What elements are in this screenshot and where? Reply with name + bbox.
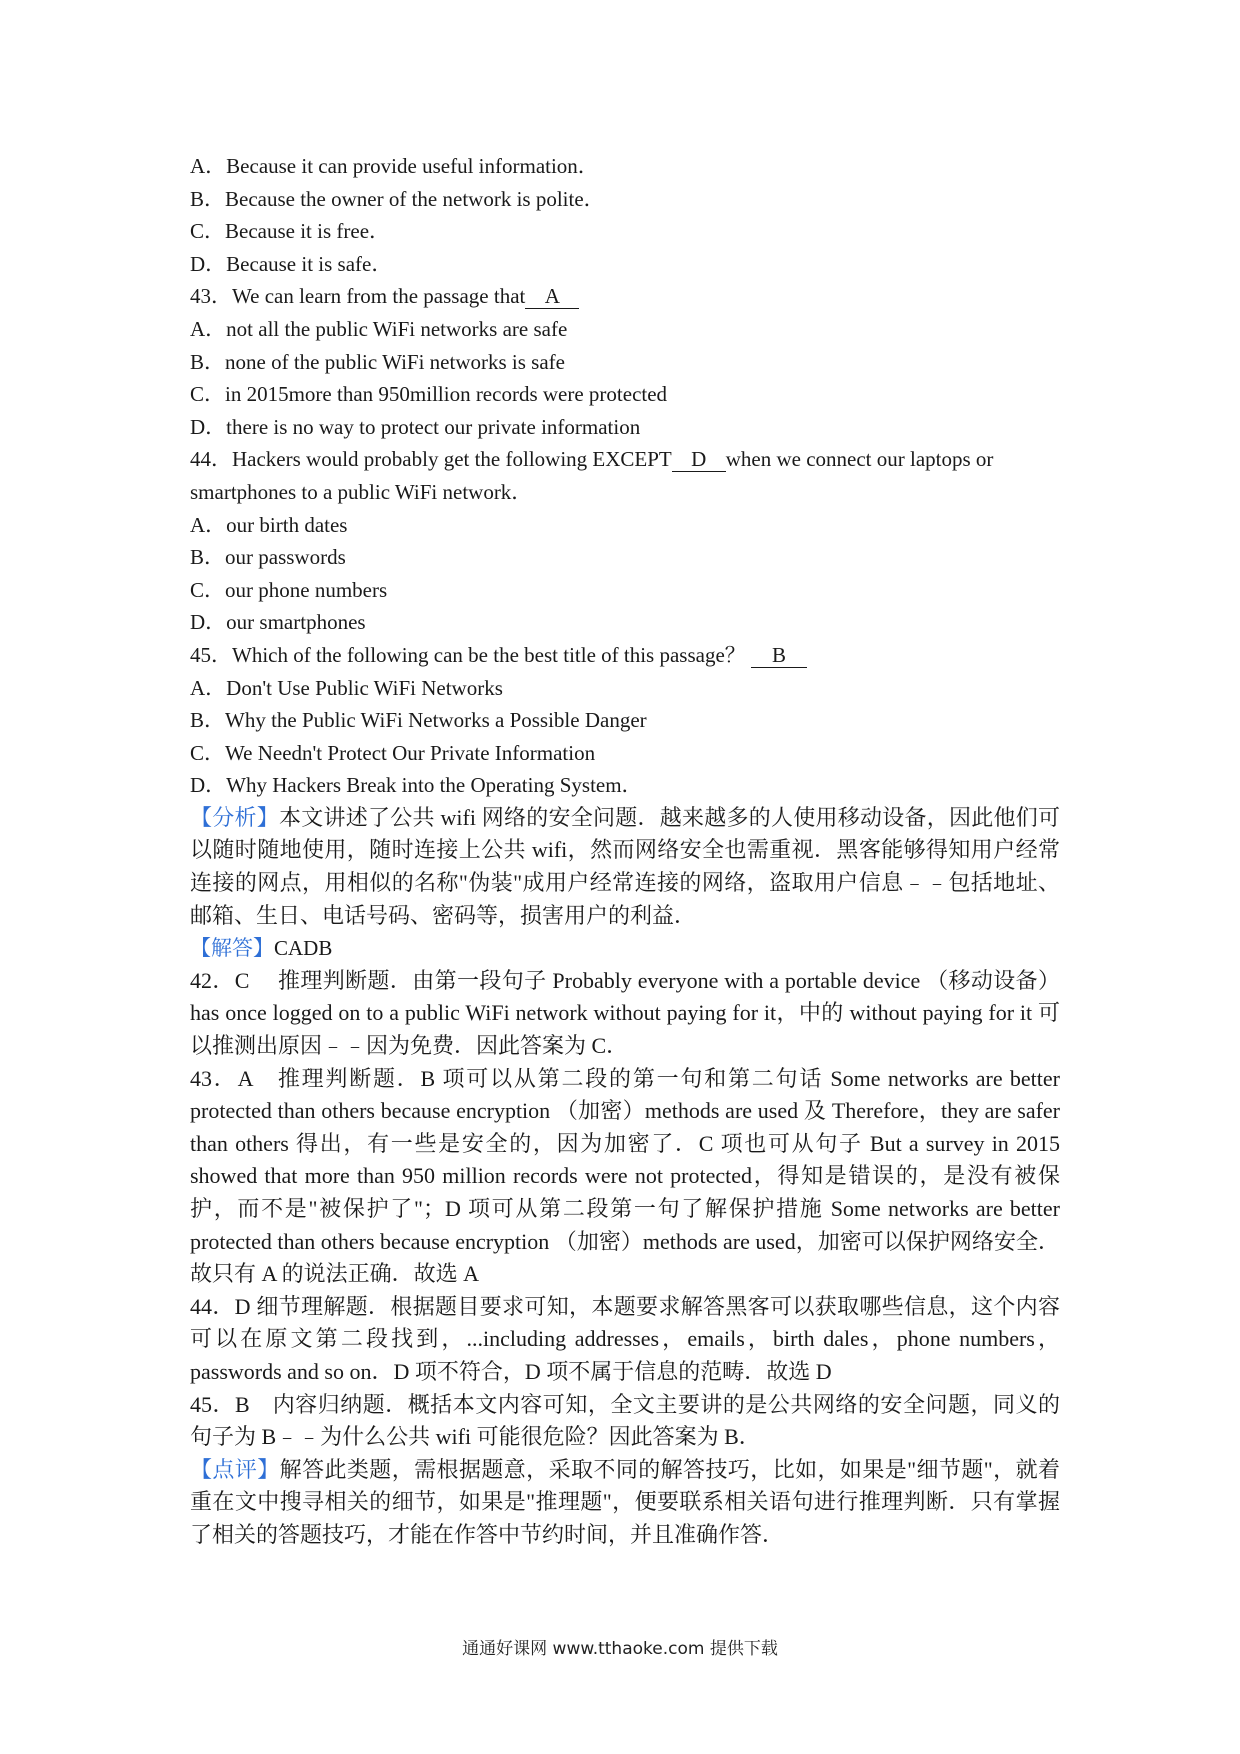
q42-option-a: A．Because it can provide useful information． [190, 154, 599, 178]
comment-tag: 【点评】 [190, 1456, 280, 1482]
q45-option-d: D．Why Hackers Break into the Operating System． [190, 773, 643, 798]
q44-option-b: B．our passwords [190, 545, 346, 570]
answer-text: CADB [274, 936, 333, 961]
q43-stem: 43．We can learn from the passage that [190, 284, 526, 309]
q43-answer-blank: A [525, 284, 579, 309]
q44-stem: 44．Hackers would probably get the following EXCEPT [190, 447, 672, 472]
q44-option-d: D．our smartphones [190, 610, 366, 635]
answer-section [190, 932, 1060, 965]
comment-section [190, 1454, 1060, 1552]
q44-stem-line2: smartphones to a public WiFi network． [190, 479, 533, 504]
explanation-42: 42．C 推理判断题．由第一段句子 Probably everyone with a portable device （移动设备）has once logged on to a public WiFi network without paying for it，中的 without paying for it 可以推测出原因﹣﹣因为免费．因此答案为 C． [190, 967, 1060, 1059]
explanation-45: 45．B 内容归纳题．概括本文内容可知，全文主要讲的是公共网络的安全问题，同义的句子为 B﹣﹣为什么公共 wifi 可能很危险？因此答案为 B． [190, 1391, 1060, 1450]
q44-option-a: A．our birth dates [190, 512, 348, 537]
q43-option-d: D．there is no way to protect our private information [190, 414, 641, 439]
document-page [190, 150, 1060, 1552]
q44-answer-blank: D [672, 447, 726, 472]
question-45 [190, 639, 1060, 802]
question-43 [190, 280, 1060, 443]
question-44 [190, 443, 1060, 639]
explanation-44: 44．D 细节理解题．根据题目要求可知，本题要求解答黑客可以获取哪些信息，这个内容可以在原文第二段找到，...including addresses，emails，birth dales，phone numbers，passwords and so on．D 项不符合，D 项不属于信息的范畴．故选 D [190, 1293, 1060, 1384]
q42-options [190, 150, 1060, 280]
answer-tag: 【解答】 [190, 936, 274, 961]
q43-option-b: B．none of the public WiFi networks is safe [190, 349, 565, 374]
q45-option-b: B．Why the Public WiFi Networks a Possible Danger [190, 708, 647, 733]
q42-option-b: B．Because the owner of the network is polite． [190, 186, 605, 211]
analysis-text: 本文讲述了公共 wifi 网络的安全问题．越来越多的人使用移动设备，因此他们可以随时随地使用，随时连接上公共 wifi，然而网络安全也需重视．黑客能够得知用户经常连接的网点，用相似的名称"伪装"成用户经常连接的网络，盗取用户信息﹣﹣包括地址、邮箱、生日、电话号码、密码等，损害用户的利益． [190, 804, 1060, 928]
q45-stem: 45．Which of the following can be the best title of this passage？ [190, 642, 746, 667]
q45-stem-line [190, 639, 1060, 672]
analysis-section [190, 802, 1060, 932]
explanation-43: 43．A 推理判断题．B 项可以从第二段的第一句和第二句话 Some networks are better protected than others because encryption （加密）methods are used 及 Therefore，they are safer than others 得出，有一些是安全的，因为加密了．C 项也可从句子 But a survey in 2015 showed that more than 950 million records were not protected，得知是错误的，是没有被保护，而不是"被保护了"；D 项可从第二段第一句了解保护措施 Some networks are better protected than others because encryption （加密）methods are used，加密可以保护网络安全．故只有 A 的说法正确．故选 A [190, 1065, 1060, 1287]
q45-answer-blank: B [751, 643, 807, 668]
page-footer: 通通好课网 www.tthaoke.com 提供下载 [462, 1639, 778, 1659]
q43-option-a: A．not all the public WiFi networks are safe [190, 316, 568, 341]
q45-option-a: A．Don't Use Public WiFi Networks [190, 675, 503, 700]
q44-stem-line [190, 443, 1060, 476]
q43-option-c: C．in 2015more than 950million records were protected [190, 382, 668, 407]
comment-text: 解答此类题，需根据题意，采取不同的解答技巧，比如，如果是"细节题"，就着重在文中搜寻相关的细节，如果是"推理题"，便要联系相关语句进行推理判断．只有掌握了相关的答题技巧，才能在作答中节约时间，并且准确作答． [190, 1456, 1060, 1547]
q42-option-d: D．Because it is safe． [190, 251, 393, 276]
q44-stem-after: when we connect our laptops or [725, 447, 994, 472]
q43-stem-line [190, 280, 1060, 313]
analysis-tag: 【分析】 [190, 804, 280, 830]
q45-option-c: C．We Needn't Protect Our Private Information [190, 740, 596, 765]
q44-option-c: C．our phone numbers [190, 577, 388, 602]
q42-option-c: C．Because it is free． [190, 219, 391, 244]
